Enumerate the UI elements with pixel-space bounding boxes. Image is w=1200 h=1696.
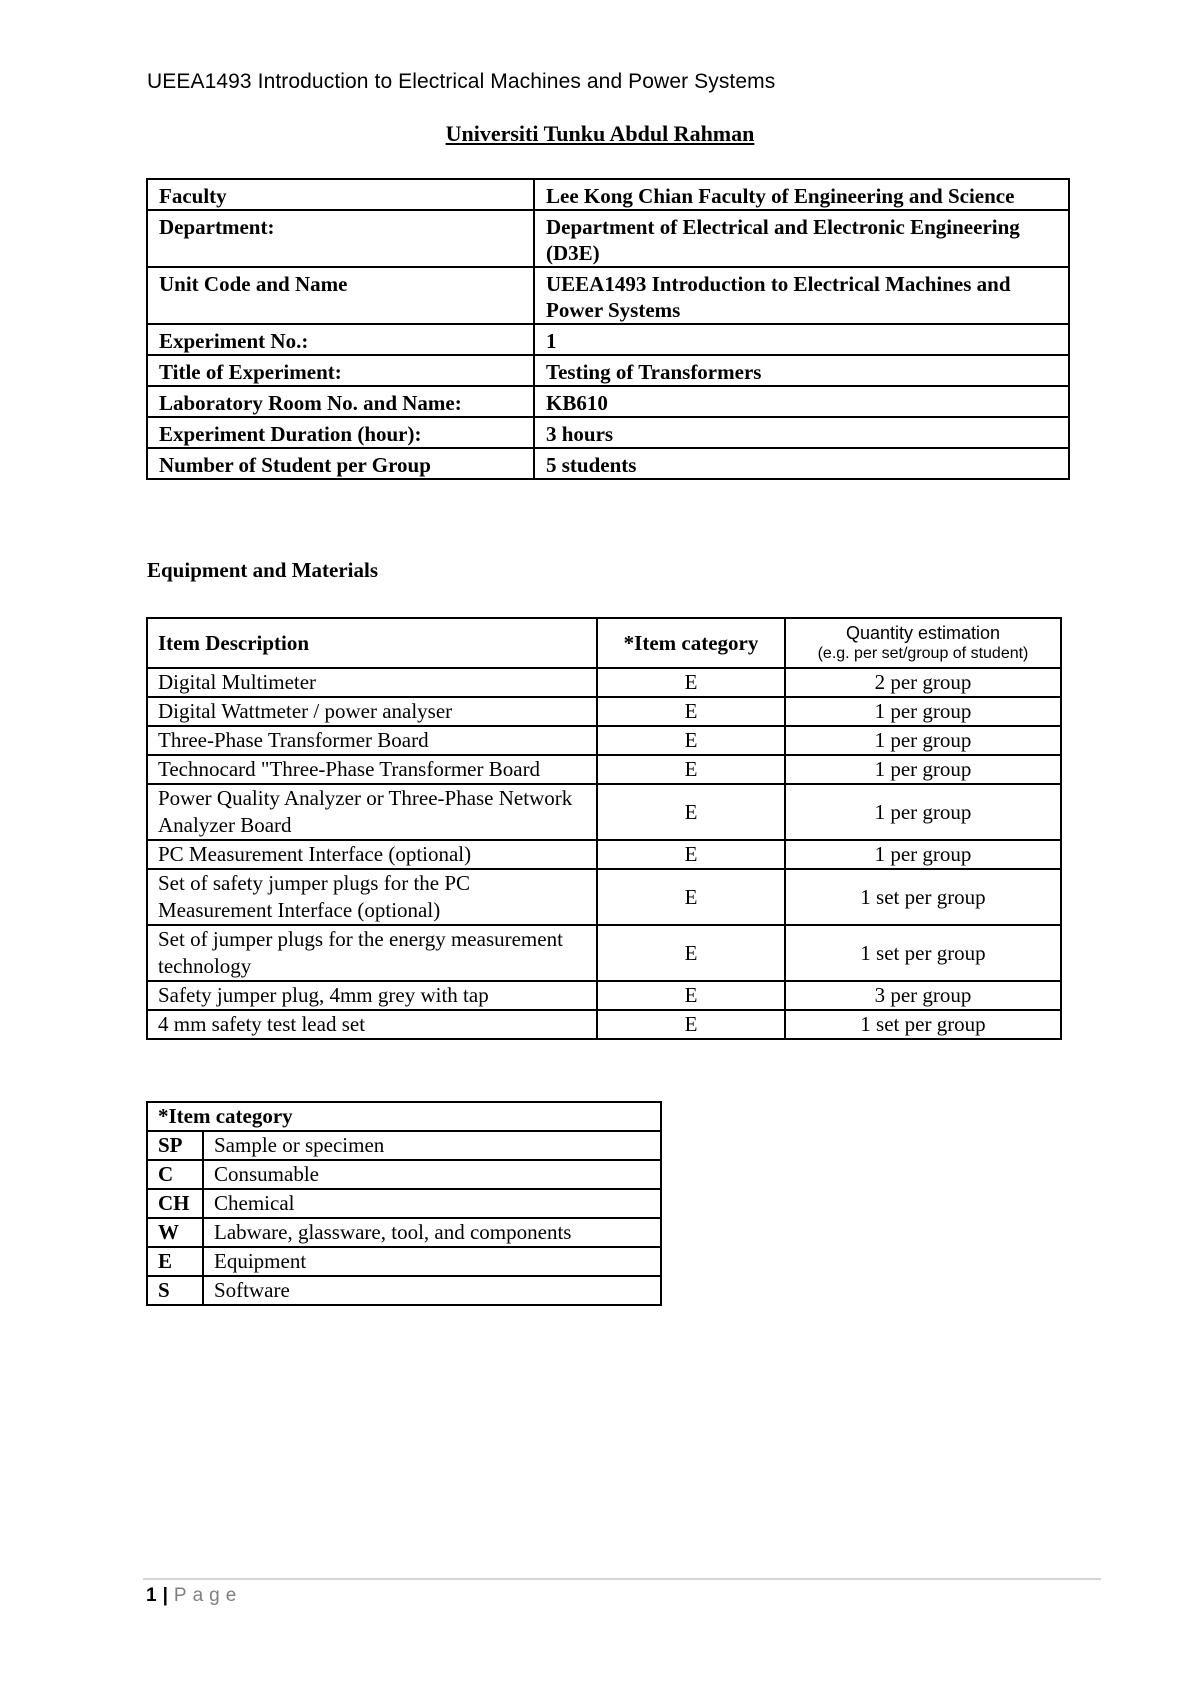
legend-heading: *Item category: [147, 1102, 661, 1131]
item-description: Safety jumper plug, 4mm grey with tap: [147, 981, 597, 1010]
item-category: E: [597, 755, 785, 784]
category-code: W: [147, 1218, 203, 1247]
info-value: UEEA1493 Introduction to Electrical Machines and Power Systems: [534, 267, 1069, 324]
info-label: Experiment Duration (hour):: [147, 417, 534, 448]
item-quantity: 3 per group: [785, 981, 1061, 1010]
item-description: 4 mm safety test lead set: [147, 1010, 597, 1039]
info-row-title: [147, 355, 1069, 386]
item-category: E: [597, 668, 785, 697]
info-label: Number of Student per Group: [147, 448, 534, 479]
equipment-table: [146, 617, 1062, 1040]
item-quantity: 1 per group: [785, 697, 1061, 726]
quantity-note: (e.g. per set/group of student): [817, 645, 1029, 662]
item-quantity: 1 per group: [785, 840, 1061, 869]
category-code: CH: [147, 1189, 203, 1218]
item-description: Power Quality Analyzer or Three-Phase Network Analyzer Board: [147, 784, 597, 840]
info-value: Testing of Transformers: [534, 355, 1069, 386]
footer-separator: |: [162, 1585, 168, 1606]
university-title: Universiti Tunku Abdul Rahman: [445, 121, 755, 146]
item-description: Set of jumper plugs for the energy measurement technology: [147, 925, 597, 981]
info-row-unit: [147, 267, 1069, 324]
footer-divider: [143, 1578, 1101, 1580]
legend-row: [147, 1131, 661, 1160]
table-row: [147, 925, 1061, 981]
category-label: Equipment: [203, 1247, 661, 1276]
info-row-students: [147, 448, 1069, 479]
legend-row: [147, 1247, 661, 1276]
item-category: E: [597, 784, 785, 840]
item-quantity: 1 set per group: [785, 1010, 1061, 1039]
table-row: [147, 784, 1061, 840]
info-row-department: [147, 210, 1069, 267]
column-header-quantity: [785, 618, 1061, 668]
item-category: E: [597, 925, 785, 981]
info-value: 5 students: [534, 448, 1069, 479]
item-description: Three-Phase Transformer Board: [147, 726, 597, 755]
item-description: Set of safety jumper plugs for the PC Measurement Interface (optional): [147, 869, 597, 925]
item-quantity: 1 per group: [785, 784, 1061, 840]
category-code: S: [147, 1276, 203, 1305]
legend-row: [147, 1189, 661, 1218]
item-category-legend-table: [146, 1101, 662, 1306]
item-category: E: [597, 726, 785, 755]
item-quantity: 1 set per group: [785, 869, 1061, 925]
equipment-header-row: [147, 618, 1061, 668]
item-category: E: [597, 697, 785, 726]
item-description: Digital Multimeter: [147, 668, 597, 697]
info-row-room: [147, 386, 1069, 417]
item-category: E: [597, 1010, 785, 1039]
table-row: [147, 726, 1061, 755]
info-row-experiment-no: [147, 324, 1069, 355]
item-quantity: 2 per group: [785, 668, 1061, 697]
info-value: Lee Kong Chian Faculty of Engineering and Science: [534, 179, 1069, 210]
table-row: [147, 869, 1061, 925]
experiment-info-table: [146, 178, 1070, 480]
item-category: E: [597, 840, 785, 869]
column-header-category: *Item category: [597, 618, 785, 668]
legend-row: [147, 1276, 661, 1305]
category-code: SP: [147, 1131, 203, 1160]
table-row: [147, 981, 1061, 1010]
page-footer: [146, 1585, 242, 1607]
page-label: Page: [173, 1585, 243, 1606]
info-label: Faculty: [147, 179, 534, 210]
info-value: Department of Electrical and Electronic Engineering (D3E): [534, 210, 1069, 267]
category-code: C: [147, 1160, 203, 1189]
info-row-duration: [147, 417, 1069, 448]
category-label: Chemical: [203, 1189, 661, 1218]
quantity-heading: Quantity estimation: [845, 623, 1001, 643]
category-label: Consumable: [203, 1160, 661, 1189]
item-quantity: 1 per group: [785, 726, 1061, 755]
table-row: [147, 840, 1061, 869]
info-label: Laboratory Room No. and Name:: [147, 386, 534, 417]
page-number: 1: [146, 1585, 157, 1606]
table-row: [147, 668, 1061, 697]
column-header-description: Item Description: [147, 618, 597, 668]
category-label: Labware, glassware, tool, and components: [203, 1218, 661, 1247]
item-description: Technocard "Three-Phase Transformer Board: [147, 755, 597, 784]
table-row: [147, 1010, 1061, 1039]
info-label: Experiment No.:: [147, 324, 534, 355]
item-description: PC Measurement Interface (optional): [147, 840, 597, 869]
item-quantity: 1 set per group: [785, 925, 1061, 981]
page-header: UEEA1493 Introduction to Electrical Machines and Power Systems: [147, 70, 776, 93]
legend-row: [147, 1160, 661, 1189]
info-value: 1: [534, 324, 1069, 355]
category-code: E: [147, 1247, 203, 1276]
item-category: E: [597, 869, 785, 925]
table-row: [147, 697, 1061, 726]
info-label: Title of Experiment:: [147, 355, 534, 386]
legend-header-row: [147, 1102, 661, 1131]
equipment-heading: Equipment and Materials: [147, 558, 379, 582]
table-row: [147, 755, 1061, 784]
info-label: Unit Code and Name: [147, 267, 534, 324]
item-category: E: [597, 981, 785, 1010]
category-label: Sample or specimen: [203, 1131, 661, 1160]
info-row-faculty: [147, 179, 1069, 210]
item-quantity: 1 per group: [785, 755, 1061, 784]
item-description: Digital Wattmeter / power analyser: [147, 697, 597, 726]
legend-row: [147, 1218, 661, 1247]
info-label: Department:: [147, 210, 534, 267]
info-value: 3 hours: [534, 417, 1069, 448]
category-label: Software: [203, 1276, 661, 1305]
info-value: KB610: [534, 386, 1069, 417]
